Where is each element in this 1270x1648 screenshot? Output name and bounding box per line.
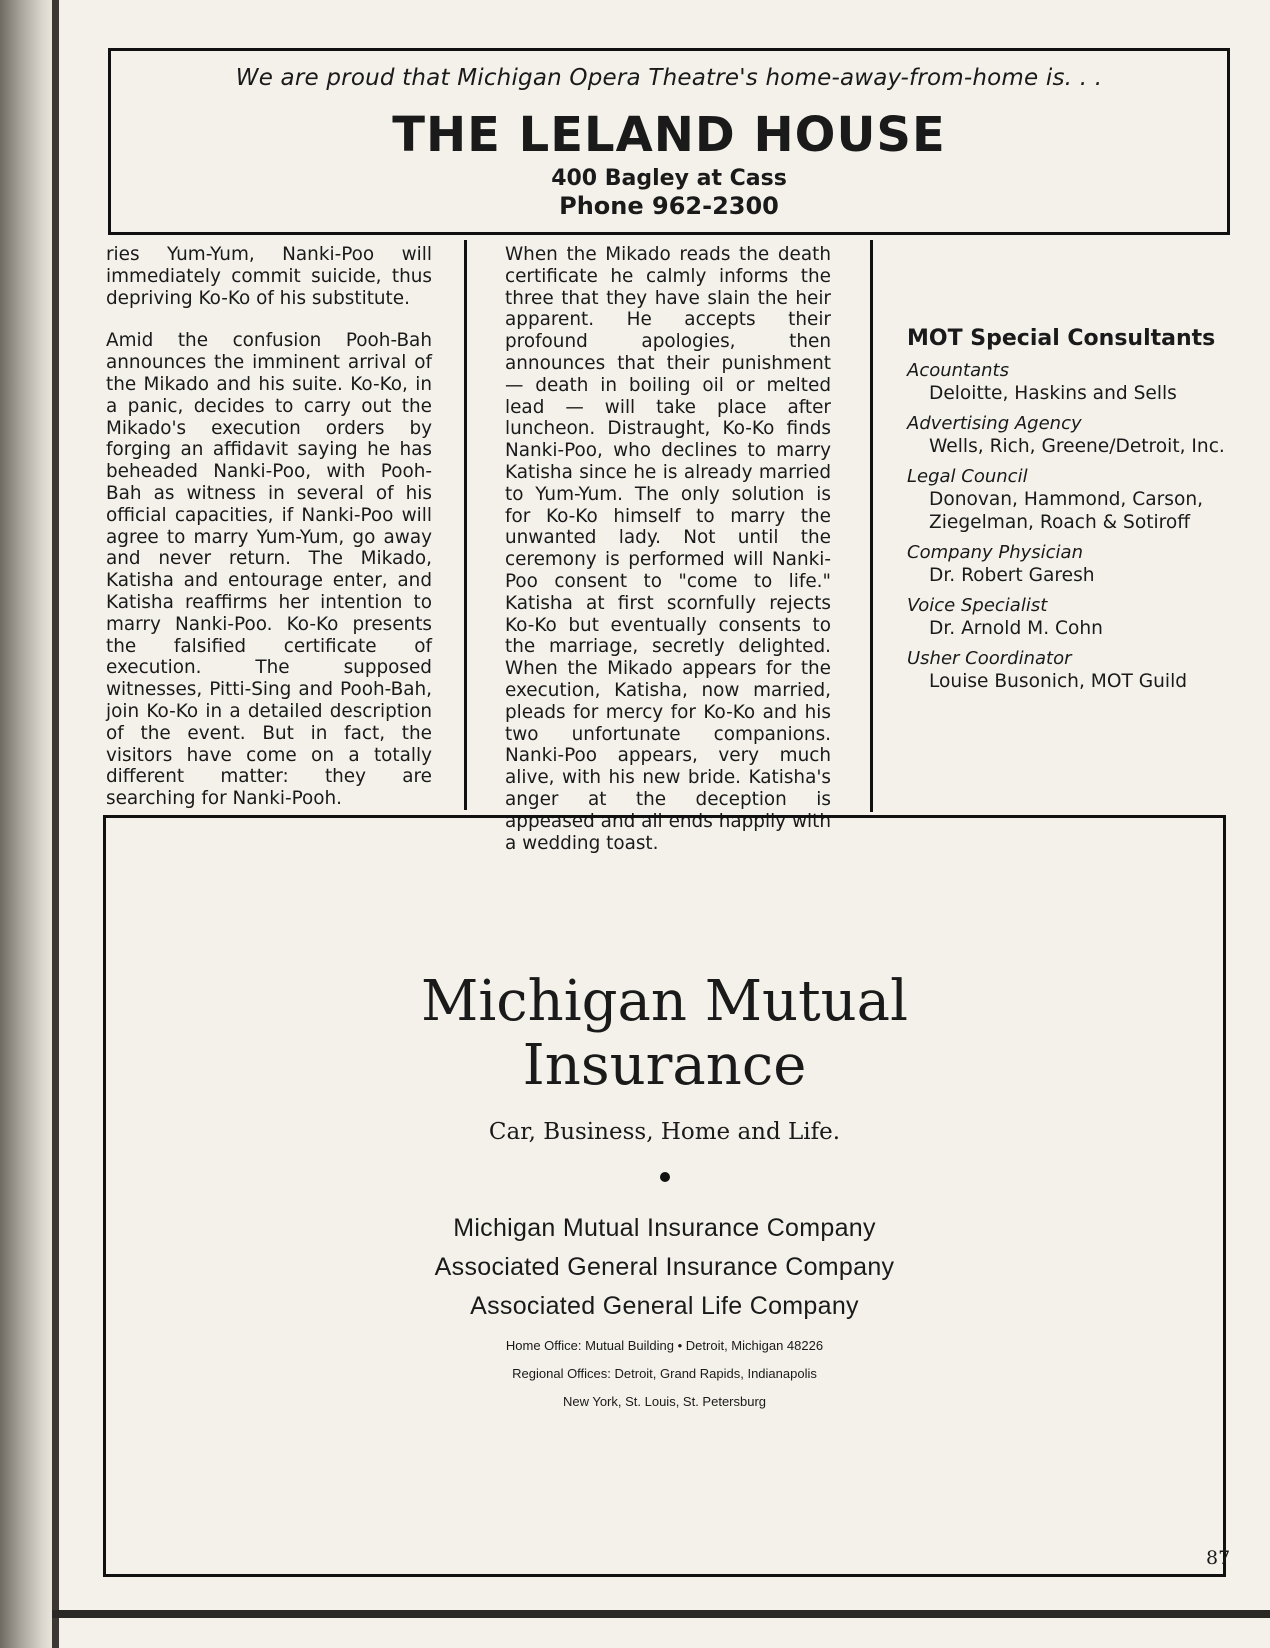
consultant-role: Usher Coordinator — [907, 648, 1072, 669]
bullet-dot-icon — [660, 1172, 670, 1182]
mm-title-line: Insurance — [522, 1033, 807, 1098]
mm-title-line: Michigan Mutual — [421, 969, 908, 1034]
consultant-name: Dr. Robert Garesh — [929, 565, 1095, 586]
leland-phone: Phone 962-2300 — [559, 192, 779, 220]
michigan-mutual-ad — [103, 815, 1226, 1577]
consultants-list — [907, 326, 1237, 700]
consultant-entry — [907, 594, 1237, 640]
leland-intro: We are proud that Michigan Opera Theatre's home-away-from-home is. . . — [235, 65, 1103, 91]
mm-home-office: Home Office: Mutual Building • Detroit, Michigan 48226 — [505, 1338, 824, 1353]
column-divider — [464, 240, 467, 810]
leland-house-ad — [108, 48, 1230, 235]
column-divider — [870, 240, 873, 812]
mm-regional-offices-cont: New York, St. Louis, St. Petersburg — [562, 1394, 767, 1409]
story-paragraph: ries Yum-Yum, Nanki-Poo will immediately commit suicide, thus depriving Ko-Ko of his substitute. — [106, 244, 432, 309]
consultant-name: Wells, Rich, Greene/Detroit, Inc. — [929, 436, 1225, 457]
story-paragraph: Amid the confusion Pooh-Bah announces the imminent arrival of the Mikado and his suite. Ko-Ko, in a panic, decides to carry out the Mikado's execution orders by forging an affidavit saying he has beheaded Nanki-Poo, with Pooh-Bah as witness in several of his official capacities, if Nanki-Poo will agree to marry Yum-Yum, go away and never return. The Mikado, Katisha and entourage enter, and Katisha reaffirms her intention to marry Nanki-Poo. Ko-Ko presents the falsified certificate of execution. The supposed witnesses, Pitti-Sing and Pooh-Bah, join Ko-Ko in a detailed description of the event. But in fact, the visitors have come on a totally different matter: they are searching for Nanki-Pooh. — [106, 330, 432, 810]
mm-slogan: Car, Business, Home and Life. — [488, 1119, 841, 1145]
mm-company-name: Michigan Mutual Insurance Company — [453, 1214, 876, 1242]
consultant-entry — [907, 541, 1237, 587]
consultants-heading: MOT Special Consultants — [907, 326, 1216, 351]
mm-company-name: Associated General Insurance Company — [434, 1253, 895, 1281]
consultant-role: Acountants — [907, 360, 1009, 381]
consultant-name: Donovan, Hammond, Carson, Ziegelman, Roach & Sotiroff — [929, 489, 1204, 533]
mm-regional-offices: Regional Offices: Detroit, Grand Rapids, Indianapolis — [512, 1366, 817, 1381]
story-paragraph: When the Mikado reads the death certificate he calmly informs the three that they have slain the heir apparent. He accepts their profound apologies, then announces that their punishment — death in boiling oil or melted lead — will take place after luncheon. Distraught, Ko-Ko finds Nanki-Poo, who declines to marry Katisha since he is already married to Yum-Yum. The only solution is for Ko-Ko himself to marry the unwanted lady. Not until the ceremony is performed will Nanki-Poo consent to "come to life." Katisha at first scornfully rejects Ko-Ko but eventually consents to the marriage, secretly delighted. When the Mikado appears for the execution, Katisha, now married, pleads for mercy for Ko-Ko and his two unfortunate companions. Nanki-Poo appears, very much alive, with his new bride. Katisha's anger at the deception is appeased and all ends happily with a wedding toast. — [505, 244, 831, 854]
mm-title — [106, 970, 1223, 1098]
leland-name: THE LELAND HOUSE — [392, 107, 946, 163]
consultant-role: Company Physician — [907, 542, 1083, 563]
consultant-name: Louise Busonich, MOT Guild — [929, 671, 1188, 692]
page-number: 87 — [1206, 1547, 1231, 1569]
leland-address: 400 Bagley at Cass — [551, 166, 787, 191]
binding-edge — [52, 0, 59, 1648]
consultant-role: Voice Specialist — [907, 595, 1048, 616]
consultant-name: Deloitte, Haskins and Sells — [929, 383, 1177, 404]
consultant-entry — [907, 359, 1237, 405]
story-column-2 — [505, 244, 831, 875]
consultant-entry — [907, 647, 1237, 693]
mm-company-name: Associated General Life Company — [470, 1292, 859, 1320]
bottom-edge-band — [52, 1610, 1270, 1618]
consultant-entry — [907, 412, 1237, 458]
consultant-name: Dr. Arnold M. Cohn — [929, 618, 1103, 639]
consultant-entry — [907, 465, 1237, 534]
page-gutter-shadow — [0, 0, 60, 1648]
consultant-role: Advertising Agency — [907, 413, 1082, 434]
story-column-1 — [106, 244, 432, 831]
consultant-role: Legal Council — [907, 466, 1028, 487]
